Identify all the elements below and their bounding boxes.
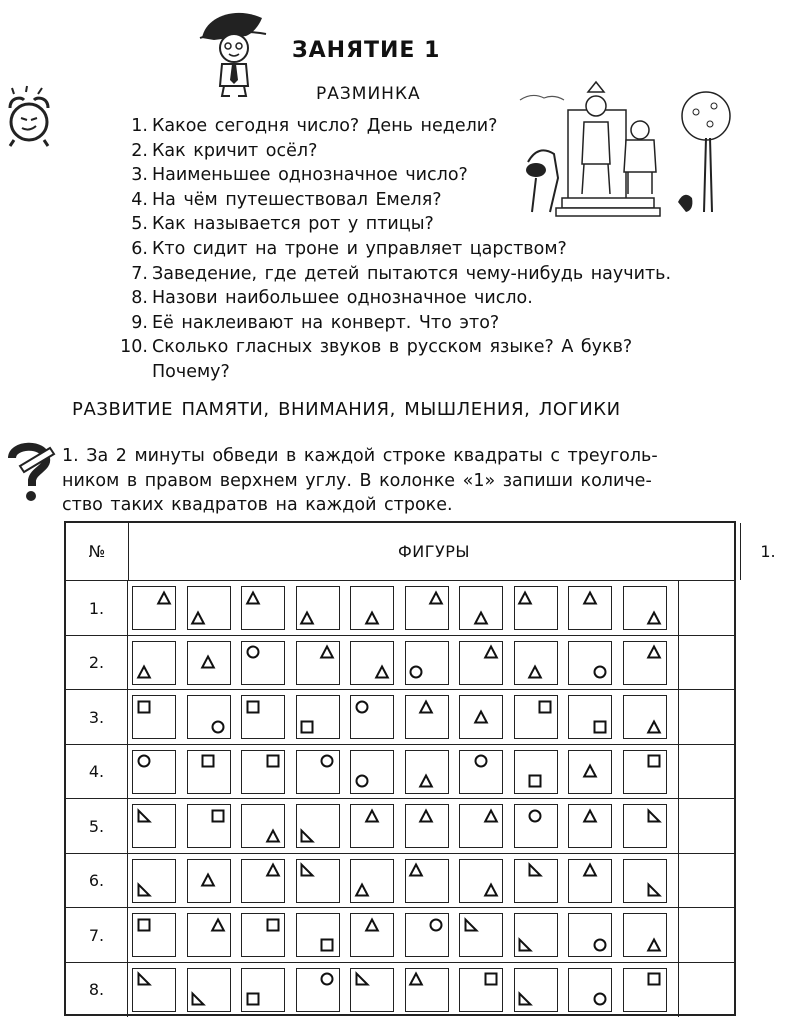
circle-figure (211, 720, 225, 734)
question-item: 7. Заведение, где детей пытаются чему-нибудь научить. (131, 263, 672, 284)
figure-square[interactable] (350, 750, 394, 794)
figure-square[interactable] (132, 859, 176, 903)
figure-square[interactable] (568, 641, 612, 685)
triangle-figure (355, 883, 369, 897)
triangle-figure (647, 938, 661, 952)
triangle-figure (419, 809, 433, 823)
figure-square[interactable] (514, 968, 558, 1012)
figure-square[interactable] (187, 968, 231, 1012)
square-figure (484, 972, 498, 986)
question-item: 9. Её наклеивают на конверт. Что это? (131, 312, 500, 333)
question-item: 1. Какое сегодня число? День недели? (131, 116, 498, 136)
square-figure (320, 938, 334, 952)
circle-figure (593, 992, 607, 1006)
figure-square[interactable] (568, 695, 612, 739)
figure-square[interactable] (459, 641, 503, 685)
answer-cell[interactable] (678, 690, 734, 745)
circle-figure (355, 700, 369, 714)
square-figure (211, 809, 225, 823)
right-triangle-figure (464, 918, 478, 932)
warmup-question-list (100, 114, 740, 385)
row-number: 5. (66, 799, 128, 854)
circle-figure (137, 754, 151, 768)
row-number: 6. (66, 854, 128, 909)
row-number: 7. (66, 908, 128, 963)
triangle-figure (647, 611, 661, 625)
right-triangle-figure (518, 992, 532, 1006)
triangle-figure (429, 591, 443, 605)
figure-square[interactable] (405, 968, 449, 1012)
right-triangle-figure (300, 863, 314, 877)
figure-square[interactable] (623, 804, 667, 848)
figure-square[interactable] (296, 750, 340, 794)
figure-square[interactable] (350, 804, 394, 848)
right-triangle-figure (647, 809, 661, 823)
figure-square[interactable] (459, 750, 503, 794)
row-number: 3. (66, 690, 128, 745)
figure-square[interactable] (350, 586, 394, 630)
figure-square[interactable] (405, 913, 449, 957)
task-line: ником в правом верхнем углу. В колонке «1» запиши количе- (62, 470, 652, 491)
figure-square[interactable] (623, 750, 667, 794)
triangle-figure (266, 829, 280, 843)
figure-square[interactable] (187, 586, 231, 630)
triangle-figure (484, 883, 498, 897)
triangle-figure (409, 863, 423, 877)
owl-mascot-illustration (196, 8, 272, 100)
table-row (66, 962, 734, 1018)
triangle-figure (246, 591, 260, 605)
table-row (66, 907, 734, 963)
figure-square[interactable] (568, 804, 612, 848)
square-figure (647, 754, 661, 768)
table-row (66, 635, 734, 691)
row-number: 8. (66, 963, 128, 1018)
figure-square[interactable] (241, 750, 285, 794)
section-heading: РАЗВИТИЕ ПАМЯТИ, ВНИМАНИЯ, МЫШЛЕНИЯ, ЛОГИКИ (72, 399, 621, 420)
figure-square[interactable] (296, 859, 340, 903)
figure-square[interactable] (296, 586, 340, 630)
triangle-figure (191, 611, 205, 625)
triangle-figure (647, 645, 661, 659)
triangle-figure (647, 720, 661, 734)
alarm-clock-icon (6, 86, 52, 150)
figure-square[interactable] (568, 586, 612, 630)
triangle-figure (365, 611, 379, 625)
triangle-figure (419, 774, 433, 788)
figure-square[interactable] (132, 804, 176, 848)
task-line: 1. За 2 минуты обведи в каждой строке квадраты с треуголь- (62, 446, 658, 466)
figure-square[interactable] (623, 586, 667, 630)
figure-square[interactable] (350, 695, 394, 739)
figure-square[interactable] (296, 913, 340, 957)
figure-square[interactable] (241, 586, 285, 630)
figure-square[interactable] (623, 859, 667, 903)
figure-square[interactable] (459, 968, 503, 1012)
figure-square[interactable] (241, 641, 285, 685)
figure-square[interactable] (623, 913, 667, 957)
column-header-number: № (66, 523, 129, 580)
figure-square[interactable] (132, 913, 176, 957)
row-number: 4. (66, 745, 128, 800)
square-figure (538, 700, 552, 714)
right-triangle-figure (518, 938, 532, 952)
figure-square[interactable] (187, 859, 231, 903)
figure-square[interactable] (350, 968, 394, 1012)
figure-square[interactable] (514, 750, 558, 794)
answer-cell[interactable] (678, 854, 734, 909)
column-header-answer: 1. (760, 542, 776, 561)
right-triangle-figure (528, 863, 542, 877)
table-row (66, 580, 734, 636)
figure-square[interactable] (241, 804, 285, 848)
square-figure (647, 972, 661, 986)
row-number: 2. (66, 636, 128, 691)
figure-square[interactable] (241, 913, 285, 957)
square-figure (246, 700, 260, 714)
figure-square[interactable] (405, 641, 449, 685)
figure-square[interactable] (568, 859, 612, 903)
figure-square[interactable] (296, 641, 340, 685)
figure-square[interactable] (405, 804, 449, 848)
task-line: ство таких квадратов на каждой строке. (62, 495, 453, 515)
figure-square[interactable] (350, 641, 394, 685)
triangle-figure (484, 645, 498, 659)
figure-square[interactable] (187, 750, 231, 794)
triangle-figure (320, 645, 334, 659)
question-item: 3. Наименьшее однозначное число? (131, 165, 468, 186)
triangle-figure (528, 665, 542, 679)
figure-square[interactable] (405, 586, 449, 630)
figure-square[interactable] (405, 859, 449, 903)
figure-square[interactable] (405, 695, 449, 739)
figure-square[interactable] (514, 804, 558, 848)
circle-figure (474, 754, 488, 768)
question-item: 8. Назови наибольшее однозначное число. (131, 288, 533, 309)
figure-square[interactable] (514, 913, 558, 957)
right-triangle-figure (137, 883, 151, 897)
right-triangle-figure (300, 829, 314, 843)
figure-square[interactable] (350, 913, 394, 957)
figure-square[interactable] (241, 968, 285, 1012)
square-figure (137, 918, 151, 932)
answer-cell[interactable] (678, 745, 734, 800)
figure-square[interactable] (459, 586, 503, 630)
circle-figure (593, 665, 607, 679)
question-item: 6. Кто сидит на троне и управляет царством? (131, 238, 567, 259)
circle-figure (593, 938, 607, 952)
triangle-figure (201, 873, 215, 887)
answer-cell[interactable] (678, 963, 734, 1018)
triangle-figure (365, 918, 379, 932)
right-triangle-figure (137, 809, 151, 823)
figure-square[interactable] (459, 804, 503, 848)
figure-square[interactable] (623, 968, 667, 1012)
table-row (66, 689, 734, 745)
figure-square[interactable] (514, 586, 558, 630)
circle-figure (528, 809, 542, 823)
circle-figure (355, 774, 369, 788)
figure-square[interactable] (296, 804, 340, 848)
triangle-figure (474, 611, 488, 625)
square-figure (593, 720, 607, 734)
pencil-question-icon (6, 440, 56, 502)
figure-square[interactable] (187, 695, 231, 739)
figure-square[interactable] (514, 859, 558, 903)
column-header-figures: ФИГУРЫ (128, 523, 741, 580)
figure-square[interactable] (296, 968, 340, 1012)
task-instructions (62, 444, 740, 518)
table-row (66, 853, 734, 909)
figure-square[interactable] (568, 968, 612, 1012)
triangle-figure (474, 710, 488, 724)
square-figure (246, 992, 260, 1006)
right-triangle-figure (355, 972, 369, 986)
figure-square[interactable] (405, 750, 449, 794)
figure-square[interactable] (187, 913, 231, 957)
square-figure (528, 774, 542, 788)
answer-cell[interactable] (678, 581, 734, 636)
figure-square[interactable] (514, 641, 558, 685)
square-figure (266, 754, 280, 768)
question-item: 4. На чём путешествовал Емеля? (131, 189, 442, 210)
right-triangle-figure (191, 992, 205, 1006)
figure-square[interactable] (350, 859, 394, 903)
question-item: 10. Сколько гласных звуков в русском языке? А букв? Почему? (120, 337, 633, 382)
triangle-figure (583, 863, 597, 877)
question-item: 2. Как кричит осёл? (131, 140, 318, 161)
triangle-figure (137, 665, 151, 679)
figure-square[interactable] (459, 695, 503, 739)
circle-figure (320, 754, 334, 768)
figure-square[interactable] (132, 695, 176, 739)
circle-figure (429, 918, 443, 932)
circle-figure (320, 972, 334, 986)
right-triangle-figure (647, 883, 661, 897)
figure-square[interactable] (623, 641, 667, 685)
square-figure (137, 700, 151, 714)
figure-square[interactable] (187, 804, 231, 848)
triangle-figure (211, 918, 225, 932)
triangle-figure (266, 863, 280, 877)
warmup-heading: РАЗМИНКА (316, 84, 421, 104)
figures-table (64, 521, 776, 1016)
triangle-figure (201, 655, 215, 669)
table-row (66, 744, 734, 800)
triangle-figure (518, 591, 532, 605)
triangle-figure (365, 809, 379, 823)
figure-square[interactable] (132, 641, 176, 685)
figure-square[interactable] (568, 913, 612, 957)
question-item: 5. Как называется рот у птицы? (131, 214, 434, 235)
figure-square[interactable] (187, 641, 231, 685)
answer-cell[interactable] (678, 799, 734, 854)
triangle-figure (409, 972, 423, 986)
square-figure (300, 720, 314, 734)
triangle-figure (419, 700, 433, 714)
triangle-figure (484, 809, 498, 823)
figure-square[interactable] (296, 695, 340, 739)
right-triangle-figure (137, 972, 151, 986)
answer-cell[interactable] (678, 908, 734, 963)
triangle-figure (583, 764, 597, 778)
answer-cell[interactable] (678, 636, 734, 691)
triangle-figure (583, 809, 597, 823)
figure-square[interactable] (568, 750, 612, 794)
figure-square[interactable] (241, 695, 285, 739)
figure-square[interactable] (459, 913, 503, 957)
figure-square[interactable] (623, 695, 667, 739)
triangle-figure (300, 611, 314, 625)
figure-square[interactable] (459, 859, 503, 903)
square-figure (266, 918, 280, 932)
figure-square[interactable] (132, 968, 176, 1012)
figure-square[interactable] (241, 859, 285, 903)
circle-figure (409, 665, 423, 679)
triangle-figure (583, 591, 597, 605)
triangle-figure (375, 665, 389, 679)
square-figure (201, 754, 215, 768)
figure-square[interactable] (514, 695, 558, 739)
row-number: 1. (66, 581, 128, 636)
figure-square[interactable] (132, 750, 176, 794)
lesson-title: ЗАНЯТИЕ 1 (292, 38, 441, 63)
triangle-figure (157, 591, 171, 605)
figure-square[interactable] (132, 586, 176, 630)
table-row (66, 798, 734, 854)
circle-figure (246, 645, 260, 659)
